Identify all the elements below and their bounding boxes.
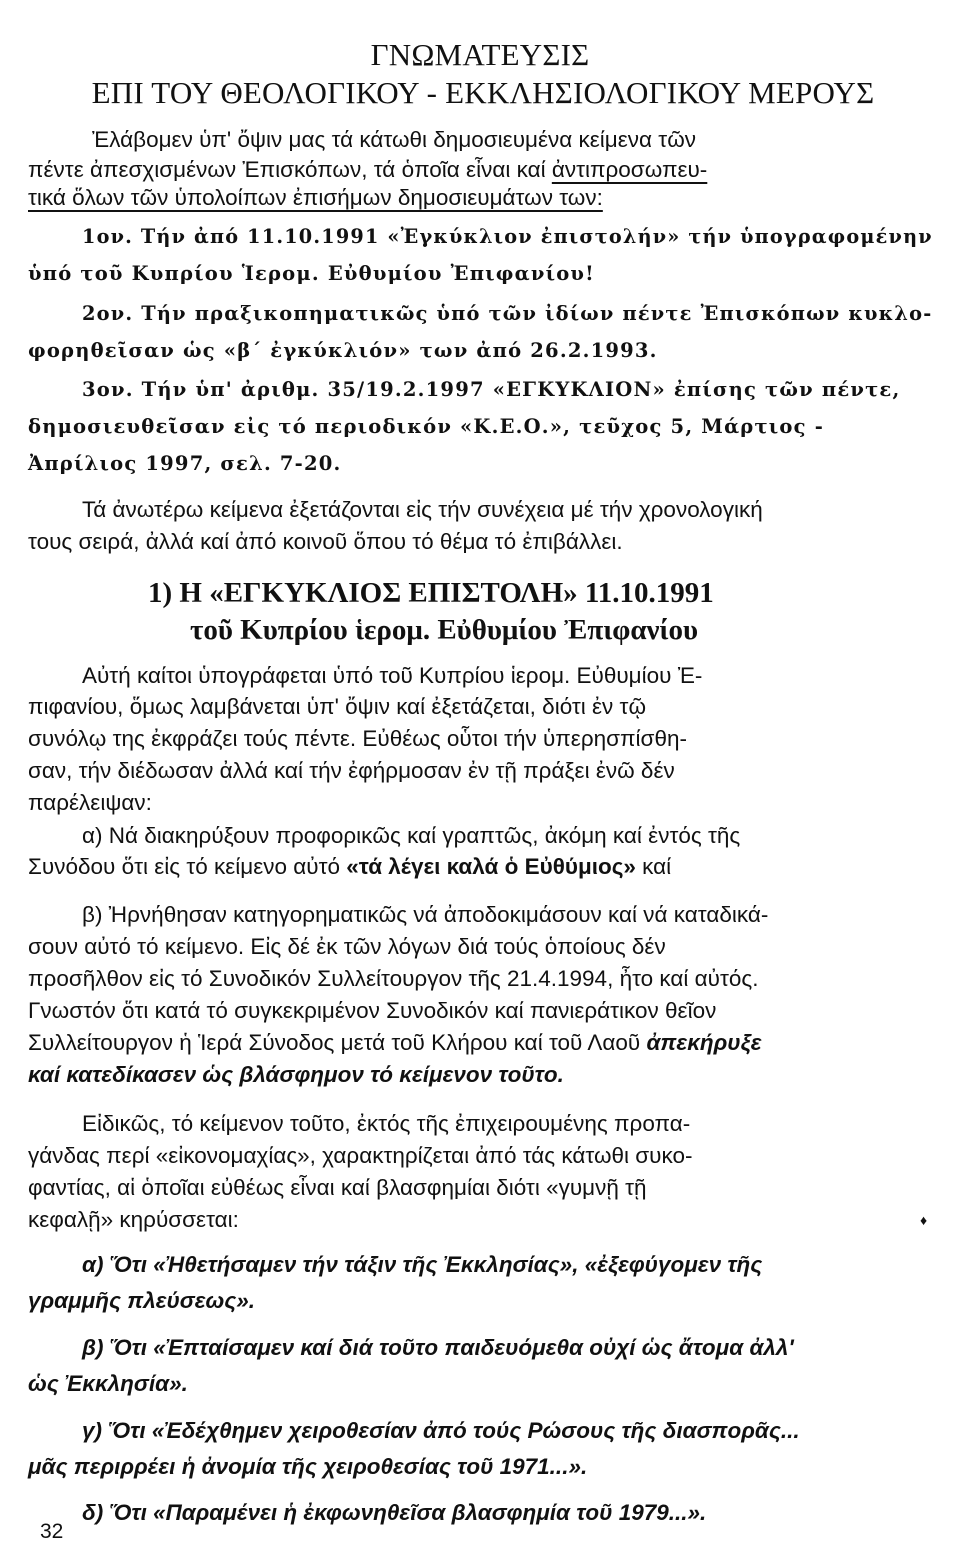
intro-line-2-underlined: ἀντιπροσωπευ-	[551, 157, 708, 182]
title-line-2: ΕΠΙ ΤΟΥ ΘΕΟΛΟΓΙΚΟΥ - ΕΚΚΛΗΣΙΟΛΟΓΙΚΟΥ ΜΕΡΟΥΣ	[91, 75, 875, 110]
section-heading-line-2: τοῦ Κυπρίου ἱερομ. Εὐθυμίου Ἐπιφανίου	[190, 614, 699, 646]
para-2-line-5: παρέλειψαν:	[28, 790, 152, 815]
quote-a-line-1: α) Ὅτι «Ἠθετήσαμεν τήν τάξιν τῆς Ἐκκλησίας», «ἐξεφύγομεν τῆς	[82, 1252, 763, 1277]
point-b-line-1: β) Ἠρνήθησαν κατηγορηματικῶς νά ἀποδοκιμάσουν καί νά καταδικά-	[82, 902, 769, 927]
para-3-line-4: κεφαλῇ» κηρύσσεται:	[28, 1207, 239, 1232]
quote-d-line-1: δ) Ὅτι «Παραμένει ἡ ἐκφωνηθεῖσα βλασφημία τοῦ 1979...».	[82, 1500, 707, 1525]
intro-line-2	[28, 157, 707, 183]
point-b-line-2: σουν αὐτό τό κείμενο. Εἰς δέ ἐκ τῶν λόγων διά τούς ὁποίους δέν	[28, 934, 666, 959]
point-a-quote: «τά λέγει καλά ὁ Εὐθύμιος»	[346, 854, 636, 879]
para-2-line-2: πιφανίου, ὅμως λαμβάνεται ὑπ' ὄψιν καί ἐξετάζεται, διότι ἐν τῷ	[28, 694, 647, 719]
item-2-line-1: 2ον. Τήν πραξικοπηματικῶς ὑπό τῶν ἰδίων πέντε Ἐπισκόπων κυκλο-	[82, 302, 933, 325]
point-a-tail: καί	[635, 854, 672, 879]
para-2-line-c1: Γνωστόν ὅτι κατά τό συγκεκριμένον Συνοδικόν καί πανιεράτικον θεῖον	[28, 998, 717, 1023]
para-2-line-c2	[28, 1030, 761, 1056]
quote-b-line-2: ὡς Ἐκκλησία».	[28, 1371, 188, 1396]
point-a-text: Συνόδου ὅτι εἰς τό κείμενο αὐτό	[28, 854, 347, 879]
item-2-line-2: φορηθεῖσαν ὡς «β΄ ἐγκύκλιόν» των ἀπό 26.2.1993.	[28, 339, 658, 362]
quote-b-line-1: β) Ὅτι «Ἐπταίσαμεν καί διά τοῦτο παιδευόμεθα οὐχί ὡς ἄτομα ἀλλ'	[82, 1335, 794, 1360]
para-2-c2-emphasis: ἀπεκήρυξε	[646, 1030, 762, 1055]
para-3-line-3: φαντίας, αἱ ὁποῖαι εὐθέως εἶναι καί βλασφημίαι διότι «γυμνῇ τῇ	[28, 1175, 647, 1200]
para-1-line-2: τους σειρά, ἀλλά καί ἀπό κοινοῦ ὅπου τό θέμα τό ἐπιβάλλει.	[28, 529, 623, 554]
section-heading-line-1: 1) Η «ΕΓΚΥΚΛΙΟΣ ΕΠΙΣΤΟΛΗ» 11.10.1991	[148, 577, 714, 609]
para-2-line-c3: καί κατεδίκασεν ὡς βλάσφημον τό κείμενον τοῦτο.	[28, 1062, 564, 1087]
intro-line-2-text: πέντε ἀπεσχισμένων Ἐπισκόπων, τά ὁποῖα εἶναι καί	[28, 157, 552, 182]
title-line-1: ΓΝΩΜΑΤΕΥΣΙΣ	[370, 37, 590, 72]
quote-c-line-1: γ) Ὅτι «Ἐδέχθημεν χειροθεσίαν ἀπό τούς Ρώσους τῆς διασπορᾶς...	[82, 1418, 800, 1443]
para-1-line-1: Τά ἀνωτέρω κείμενα ἐξετάζονται εἰς τήν συνέχεια μέ τήν χρονολογική	[82, 497, 763, 522]
quote-a-line-2: γραμμῆς πλεύσεως».	[28, 1288, 256, 1313]
intro-line-1: Ἐλάβομεν ὑπ' ὄψιν μας τά κάτωθι δημοσιευμένα κείμενα τῶν	[92, 127, 697, 152]
point-b-line-3: προσῆλθον εἰς τό Συνοδικόν Συλλείτουργον τῆς 21.4.1994, ἦτο καί αὐτός.	[28, 966, 759, 991]
bullet-mark: ♦	[920, 1212, 928, 1228]
para-2-line-4: σαν, τήν διέδωσαν ἀλλά καί τήν ἐφήρμοσαν ἐν τῇ πράξει ἐνῶ δέν	[28, 758, 675, 783]
page-number: 32	[40, 1520, 64, 1543]
point-a-line-1: α) Νά διακηρύξουν προφορικῶς καί γραπτῶς, ἀκόμη καί ἐντός τῆς	[82, 823, 741, 848]
item-3-line-2: δημοσιευθεῖσαν εἰς τό περιοδικόν «Κ.Ε.Ο.», τεῦχος 5, Μάρτιος -	[28, 415, 824, 438]
para-3-line-2: γάνδας περί «εἰκονομαχίας», χαρακτηρίζεται ἀπό τάς κάτωθι συκο-	[28, 1143, 693, 1168]
intro-line-3: τικά ὅλων τῶν ὑπολοίπων ἐπισήμων δημοσιευμάτων των:	[28, 185, 603, 210]
item-1-line-1: 1ον. Τήν ἀπό 11.10.1991 «Ἐγκύκλιον ἐπιστολήν» τήν ὑπογραφομένην	[82, 225, 933, 248]
point-a-line-2	[28, 854, 671, 880]
para-3-line-1: Εἰδικῶς, τό κείμενον τοῦτο, ἐκτός τῆς ἐπιχειρουμένης προπα-	[82, 1111, 691, 1136]
para-2-line-1: Αὐτή καίτοι ὑπογράφεται ὑπό τοῦ Κυπρίου ἱερομ. Εὐθυμίου Ἐ-	[82, 663, 703, 688]
item-1-line-2: ὑπό τοῦ Κυπρίου Ἱερομ. Εὐθυμίου Ἐπιφανίου!	[28, 262, 595, 285]
quote-c-line-2: μᾶς περιρρέει ἡ ἀνομία τῆς χειροθεσίας τοῦ 1971...».	[28, 1454, 588, 1479]
para-2-line-3: συνόλῳ της ἐκφράζει τούς πέντε. Εὐθέως οὗτοι τήν ὑπερησπίσθη-	[28, 726, 687, 751]
item-3-line-1: 3ον. Τήν ὑπ' ἀριθμ. 35/19.2.1997 «ΕΓΚΥΚΛΙΟΝ» ἐπίσης τῶν πέντε,	[82, 378, 901, 401]
para-2-c2-text: Συλλείτουργον ἡ Ἱερά Σύνοδος μετά τοῦ Κλήρου καί τοῦ Λαοῦ	[28, 1030, 647, 1055]
item-3-line-3: Ἀπρίλιος 1997, σελ. 7-20.	[28, 452, 342, 475]
